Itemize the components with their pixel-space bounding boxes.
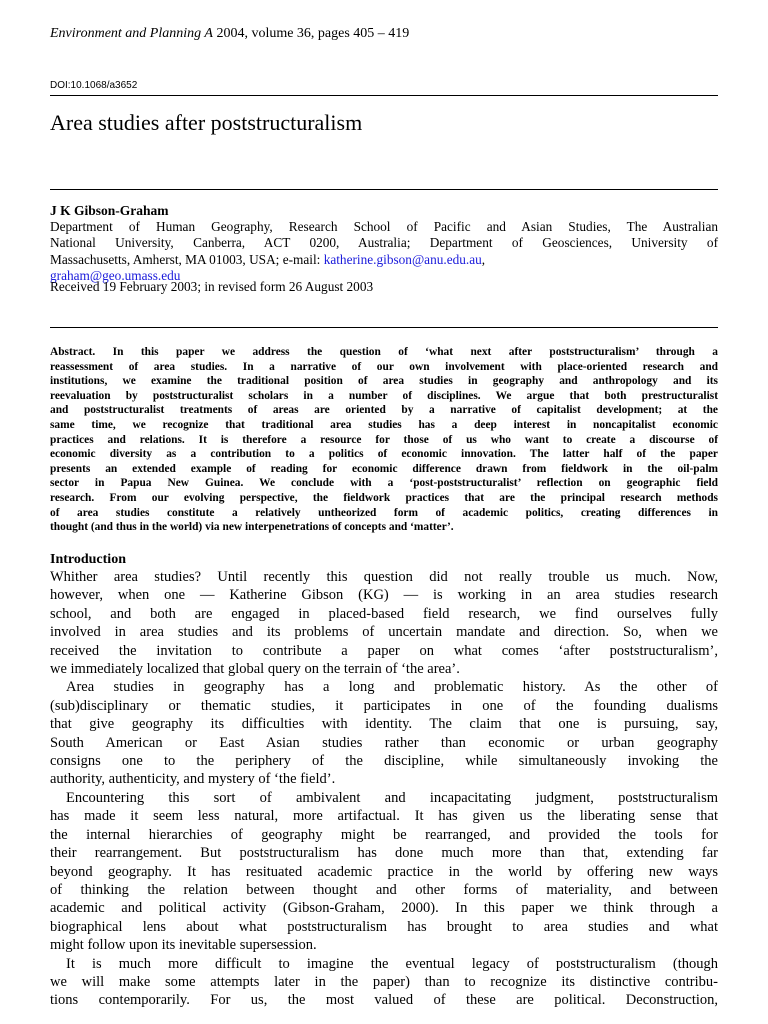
journal-citation xyxy=(50,25,409,43)
abstract-line: thought (and thus in the world) via new interpenetrations of concepts and ‘matter’. xyxy=(50,521,454,534)
body-line: Area studies in geography has a long and problematic history. As the other of xyxy=(66,679,718,696)
section-heading-introduction: Introduction xyxy=(50,552,126,567)
body-line: might follow upon its inevitable supersession. xyxy=(50,937,317,954)
body-line: South American or East Asian studies rather than economic or urban geography xyxy=(50,734,718,751)
body-line: authority, authenticity, and mystery of ‘the field’. xyxy=(50,771,336,788)
abstract-line: reassessment of area studies. In a narrative of our own involvement with place-oriented research and xyxy=(50,360,718,373)
abstract-line: research. From our evolving perspective, the fieldwork practices that are the principal research methods xyxy=(50,491,718,504)
body-line: consigns one to the periphery of the discipline, while simultaneously invoking the xyxy=(50,753,718,770)
body-line: school, and both are engaged in placed-based field research, we find ourselves fully xyxy=(50,605,718,622)
affiliation-line: Department of Human Geography, Research School of Pacific and Asian Studies, The Australian xyxy=(50,219,718,234)
abstract-line: and poststructuralist treatments of areas are oriented by a narrative of capitalist development; at the xyxy=(50,404,718,417)
email-link[interactable]: katherine.gibson@anu.edu.au xyxy=(323,251,482,267)
received-dates: Received 19 February 2003; in revised form 26 August 2003 xyxy=(50,279,374,294)
body-line: however, when one — Katherine Gibson (KG) — is working in an area studies research xyxy=(50,587,718,604)
body-line: tions contemporarily. For us, the most valued of these are political. Deconstruction, xyxy=(50,992,718,1009)
affiliation-line xyxy=(50,252,718,268)
body-line: beyond geography. It has resituated academic practice in the world by offering new ways xyxy=(50,863,718,880)
introduction-body xyxy=(50,568,718,1010)
affiliation-text: Massachusetts, Amherst, MA 01003, USA; e-mail: xyxy=(50,251,324,267)
email-separator: , xyxy=(481,251,486,267)
body-line: the internal hierarchies of geography might be rearranged, and provided the tools for xyxy=(50,826,718,843)
body-line: (sub)disciplinary or thematic studies, it participates in one of the founding dualisms xyxy=(50,697,718,714)
body-line: involved in area studies and its problems of uncertain mandate and direction. So, when we xyxy=(50,624,718,641)
author-name: J K Gibson-Graham xyxy=(50,203,169,218)
doi[interactable]: DOI:10.1068/a3652 xyxy=(50,80,138,91)
journal-name: Environment and Planning A xyxy=(50,26,213,41)
body-line: we will make some attempts later in the paper) than to recognize its distinctive contribu- xyxy=(50,973,718,990)
abstract-line: presents an extended example of reading for economic difference drawn from fieldwork in the oil-palm xyxy=(50,462,718,475)
abstract-line xyxy=(50,345,718,360)
article-title: Area studies after poststructuralism xyxy=(50,110,363,135)
abstract xyxy=(50,345,718,535)
body-line: biographical lens about what poststructuralism has brought to area studies and what xyxy=(50,918,718,935)
title-divider xyxy=(50,189,718,190)
abstract-line: same time, we recognize that traditional area studies has a deep interest in noncapitalist economic xyxy=(50,418,718,431)
body-line: has made it seem less natural, more artifactual. It has given us the liberating sense that xyxy=(50,808,718,825)
author-affiliation xyxy=(50,219,718,284)
abstract-line: of area studies constitute a relatively untheorized form of academic politics, creating differences in xyxy=(50,506,718,519)
body-line: we immediately localized that global query on the terrain of ‘the area’. xyxy=(50,661,460,678)
email-link[interactable]: graham@geo.umass.edu xyxy=(50,267,181,283)
journal-details: 2004, volume 36, pages 405 – 419 xyxy=(216,26,410,41)
abstract-divider xyxy=(50,327,718,328)
body-line: of thinking the relation between thought and other forms of materiality, and between xyxy=(50,881,718,898)
body-line: their rearrangement. But poststructuralism has done much more than that, extending far xyxy=(50,845,718,862)
abstract-line: reevaluation by poststructuralist scholars in a number of disciplines. We argue that both prestructuralist xyxy=(50,389,718,402)
body-line: Whither area studies? Until recently this question did not really trouble us much. Now, xyxy=(50,569,718,585)
abstract-line: economic diversity as a contribution to a politics of economic innovation. The latter half of the paper xyxy=(50,448,718,461)
abstract-line: institutions, we examine the traditional position of area studies in geography and anthropology and its xyxy=(50,375,718,388)
body-line: It is much more difficult to imagine the eventual legacy of poststructuralism (though xyxy=(66,955,718,972)
abstract-line: practices and relations. It is therefore a resource for those of us who want to create a discourse of xyxy=(50,433,718,446)
header-divider xyxy=(50,95,718,96)
affiliation-line: National University, Canberra, ACT 0200, Australia; Department of Geosciences, University of xyxy=(50,235,718,251)
body-line: received the invitation to contribute a paper on what comes ‘after poststructuralism’, xyxy=(50,642,718,659)
body-line: academic and political activity (Gibson-Graham, 2000). In this paper we think through a xyxy=(50,900,718,917)
body-line: that give geography its difficulties with identity. The claim that one is pursuing, say, xyxy=(50,716,718,733)
abstract-text: In this paper we address the question of ‘what next after poststructuralism’ through a xyxy=(95,346,718,358)
body-line: Encountering this sort of ambivalent and incapacitating judgment, poststructuralism xyxy=(66,789,718,806)
abstract-line: sector in Papua New Guinea. We conclude with a ‘post-poststructuralist’ reflection on geographic field xyxy=(50,477,718,490)
article-page xyxy=(50,0,718,1024)
abstract-label: Abstract. xyxy=(50,346,96,358)
